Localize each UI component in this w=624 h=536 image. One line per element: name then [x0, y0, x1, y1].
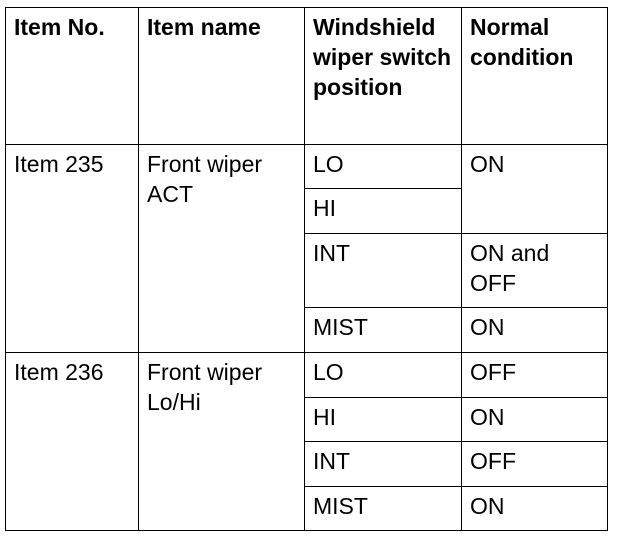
- normal-condition-cell: ON: [462, 308, 608, 353]
- normal-condition-cell: ON and OFF: [462, 234, 608, 308]
- normal-condition-cell: ON: [462, 398, 608, 442]
- switch-position-cell: HI: [305, 189, 462, 234]
- header-normal-condition: Normal condition: [462, 8, 608, 145]
- switch-position-cell: LO: [305, 145, 462, 189]
- wiper-switch-table: [5, 7, 608, 531]
- table-row: [6, 145, 608, 189]
- switch-position-cell: HI: [305, 398, 462, 442]
- table-row: [6, 353, 608, 398]
- header-item-name: Item name: [139, 8, 305, 145]
- item-name-cell: Front wiper Lo/Hi: [139, 353, 305, 531]
- switch-position-cell: INT: [305, 234, 462, 308]
- normal-condition-cell: ON: [462, 145, 608, 234]
- switch-position-cell: INT: [305, 442, 462, 487]
- item-no-cell: Item 236: [6, 353, 139, 531]
- item-no-cell: Item 235: [6, 145, 139, 353]
- switch-position-cell: LO: [305, 353, 462, 398]
- header-switch-position: Windshield wiper switch position: [305, 8, 462, 145]
- header-row: [6, 8, 608, 145]
- switch-position-cell: MIST: [305, 487, 462, 531]
- item-name-cell: Front wiper ACT: [139, 145, 305, 353]
- normal-condition-cell: ON: [462, 487, 608, 531]
- header-item-no: Item No.: [6, 8, 139, 145]
- switch-position-cell: MIST: [305, 308, 462, 353]
- normal-condition-cell: OFF: [462, 442, 608, 487]
- normal-condition-cell: OFF: [462, 353, 608, 398]
